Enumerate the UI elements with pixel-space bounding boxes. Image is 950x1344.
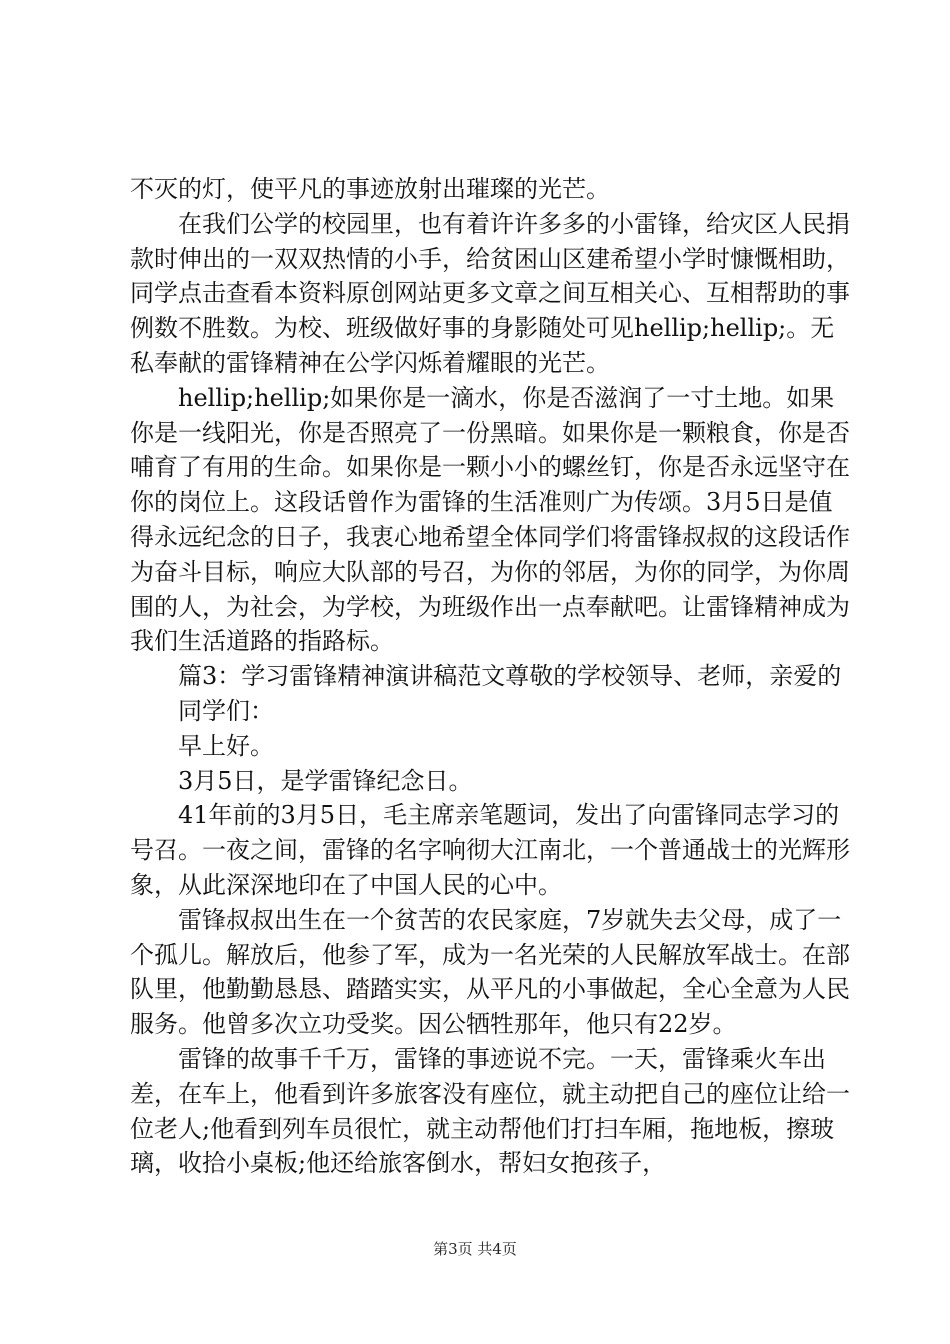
paragraph: 雷锋叔叔出生在一个贫苦的农民家庭，7岁就失去父母，成了一个孤儿。解放后，他参了军，成为一名光荣的人民解放军战士。在部队里，他勤勤恳恳、踏踏实实，从平凡的小事做起，全心全意为人民服务。他曾多次立功受奖。因公牺牲那年，他只有22岁。 <box>130 905 850 1039</box>
section-heading: 篇3：学习雷锋精神演讲稿范文尊敬的学校领导、老师，亲爱的 <box>178 662 842 691</box>
paragraph: 41年前的3月5日，毛主席亲笔题词，发出了向雷锋同志学习的号召。一夜之间，雷锋的名字响彻大江南北，一个普通战士的光辉形象，从此深深地印在了中国人民的心中。 <box>130 801 850 899</box>
paragraph: hellip;hellip;如果你是一滴水，你是否滋润了一寸土地。如果你是一线阳光，你是否照亮了一份黑暗。如果你是一颗粮食，你是否哺育了有用的生命。如果你是一颗小小的螺丝钉，你是否永远坚守在你的岗位上。这段话曾作为雷锋的生活准则广为传颂。3月5日是值得永远纪念的日子，我衷心地希望全体同学们将雷锋叔叔的这段话作为奋斗目标，响应大队部的号召，为你的邻居，为你的同学，为你周围的人，为社会，为学校，为班级作出一点奉献吧。让雷锋精神成为我们生活道路的指路标。 <box>130 383 850 656</box>
page-number-footer: 第3页 共4页 <box>433 1240 517 1258</box>
salutation: 同学们： <box>178 696 274 725</box>
paragraph: 在我们公学的校园里，也有着许许多多的小雷锋，给灾区人民捐款时伸出的一双双热情的小手，给贫困山区建希望小学时慷慨相助，同学点击查看本资料原创网站更多文章之间互相关心、互相帮助的事例数不胜数。为校、班级做好事的身影随处可见hellip;hellip;。无私奉献的雷锋精神在公学闪烁着耀眼的光芒。 <box>130 209 850 377</box>
greeting: 早上好。 <box>178 731 274 760</box>
paragraph: 雷锋的故事千千万，雷锋的事迹说不完。一天，雷锋乘火车出差，在车上，他看到许多旅客没有座位，就主动把自己的座位让给一位老人;他看到列车员很忙，就主动帮他们打扫车厢，拖地板，擦玻璃，收拾小桌板;他还给旅客倒水，帮妇女抱孩子， <box>130 1044 850 1178</box>
paragraph-continuation: 不灭的灯，使平凡的事迹放射出璀璨的光芒。 <box>130 175 610 203</box>
document-body <box>130 172 850 1181</box>
paragraph: 3月5日，是学雷锋纪念日。 <box>178 766 473 795</box>
